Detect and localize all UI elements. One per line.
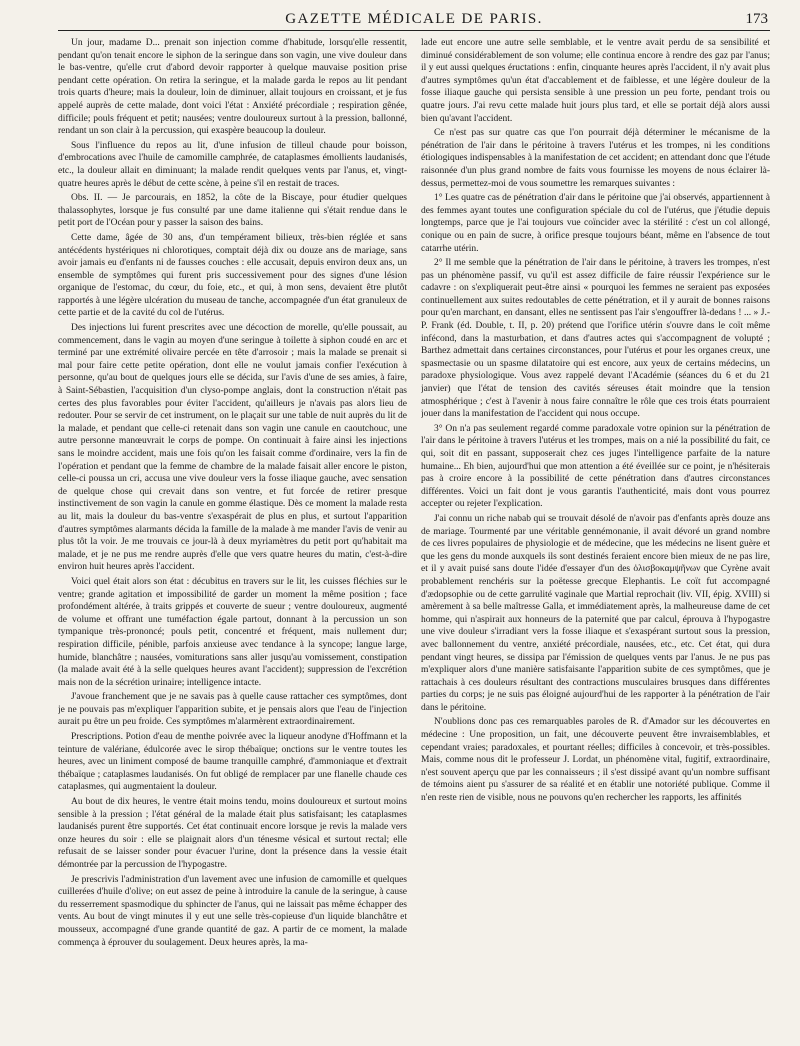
paragraph: 3° On n'a pas seulement regardé comme paradoxale votre opinion sur la pénétration de l'air dans le péritoine à travers l'utérus et les trompes, mais on a nié la possibilité du fait, ce qui, soit dit en passant, supposerait chez ces juges l'intelligence parfaite de la nature humaine... Eh bien, aujourd'hui que mon attention a été éveillée sur ce point, je n'hésiterais pas à croire encore à la possibilité de cette pénétration dans d'autres circonstances différentes. Voici un fait dont je vous garantis l'authenticité, mais dont vous pourrez accepter ou rejeter l'explication. [421,423,770,510]
text-columns [58,37,770,1042]
paragraph: lade eut encore une autre selle semblable, et le ventre avait perdu de sa sensibilité et diminué considérablement de son volume; elle continua encore à rendre des gaz par l'anus; il y eut aussi quelques éructations : enfin, cinquante heures après l'accident, il n'y avait plus d'autres symptômes qu'un état d'accablement et de faiblesse, et une légère douleur de la fosse iliaque gauche qui persista sensible à une pression un peu forte, pendant trois ou quatre jours. J'ai revu cette malade huit jours plus tard, et elle se portait déjà alors aussi bien qu'avant l'accident. [421,38,770,124]
paragraph: Prescriptions. Potion d'eau de menthe poivrée avec la liqueur anodyne d'Hoffmann et la teinture de valériane, édulcorée avec le sirop thébaïque; onctions sur le ventre toutes les heures, avec un liniment composé de baume tranquille camphré, d'ammoniaque et d'extrait thébaïque ; cataplasmes laudanisés. On fut obligé de remplacer par une flanelle chaude ces cataplasmes, qui augmentaient la douleur. [58,732,407,793]
paragraph: J'ai connu un riche nabab qui se trouvait désolé de n'avoir pas d'enfants après douze ans de mariage. Tourmenté par une véritable gennémonanie, il avait dévoré un grand nombre de ces livres populaires de physiologie et de médecine, que les médecins ne lisent guère et que les gens du monde auxquels ils sont destinés feraient encore bien mieux de ne pas lire, et il y avait puisé sans doute l'idée d'essayer d'un des ὀλισβοκαμψῆνων que Cyrène avait probablement renchéris sur la poëtesse grecque Elephantis. Le coït fut accompagné d'ædopsophie ou de cette garrulité vaginale que Martial reprochait (liv. VII, épig. XVIII) si amèrement à sa belle maîtresse Galla, et immédiatement après, la malheureuse dame de cet homme, qui n'aspirait aux honneurs de la paternité que par calcul, éprouva à l'hypogastre une vive douleur s'irradiant vers la fosse iliaque et s'exaspérant surtout sous la pression, avec ballonnement du ventre, anxiété précordiale, nausées, etc., etc. Cet état, qui dura pendant vingt heures, se dissipa par l'émission de quelques vents par l'anus. Je ne pus pas m'expliquer alors d'une manière satisfaisante l'apparition subite de ces symptômes, que je rattachais à ces douleurs résultant des contractions musculaires brusques dans différentes parties du corps; je ne suis pas éloigné aujourd'hui de les rapporter à la pénétration de l'air dans le péritoine. [421,513,770,713]
left-column [58,37,407,1042]
paragraph: 2° Il me semble que la pénétration de l'air dans le péritoine, à travers les trompes, n'est pas un phénomène passif, vu qu'il est assez difficile de faire réussir l'expérience sur le cadavre : on s'expliquerait peut-être ainsi « pourquoi les femmes ne seraient pas exposées continuellement aux suites redoutables de cette pénétration, et il y aurait de bonnes raisons pour qu'en marchant, en dansant, elles ne sentissent pas l'air s'engouffrer là-dedans ! ... » J.-P. Frank (éd. Double, t. II, p. 20) prétend que l'orifice utérin s'ouvre dans le coït même infécond, dans la masturbation, et dans d'autres actes qui s'accompagnent de volupté ; Barthez admettait dans certaines circonstances, pour l'utérus et pour les organes creux, une spasmectasie ou un spasme dilatatoire qui est encore, aux yeux de certains médecins, un paradoxe physiologique. Vous avez rappelé devant l'Académie (séances du 6 et du 21 janvier) que l'état de tension des cavités séreuses était moindre que la tension atmosphérique ; c'est à l'avenir à nous faire connaître le rôle que ces trois états pourraient jouer dans la manifestation de l'accident qui nous occupe. [421,258,770,420]
paragraph: J'avoue franchement que je ne savais pas à quelle cause rattacher ces symptômes, dont je ne pouvais pas m'expliquer l'apparition subite, et je pensais alors que l'eau de l'injection aurait pu être un peu froide. Ces symptômes m'alarmèrent extraordinairement. [58,692,407,728]
paragraph: Au bout de dix heures, le ventre était moins tendu, moins douloureux et surtout moins sensible à la pression ; l'état général de la malade était plus satisfaisant; les cataplasmes laudanisés purent être supportés. Cet état continuait encore lorsque je revis la malade vers onze heures du soir : elle se plaignait alors d'un ténesme vésical et surtout rectal; elle refusait de se laisser sonder pour évacuer l'urine, dont la présence dans la vessie était démontrée par la percussion de l'hypogastre. [58,797,407,870]
right-column [421,37,770,1042]
paragraph: 1° Les quatre cas de pénétration d'air dans le péritoine que j'ai observés, appartiennent à des femmes ayant toutes une configuration spéciale du col de l'utérus, que j'étudie depuis longtemps, parce que je l'ai toujours vue coïncider avec la stérilité : c'est un col allongé, conique ou en pain de sucre, à orifice presque toujours béant, même en l'absence de tout catarrhe utérin. [421,193,770,254]
paragraph: Un jour, madame D... prenait son injection comme d'habitude, lorsqu'elle ressentit, pendant qu'on tenait encore le siphon de la seringue dans son vagin, une vive douleur dans le bas-ventre, qu'elle crut d'abord devoir rapporter à quelque mauvaise position prise pendant cette opération. On retira la seringue, et la malade garda le repos au lit pendant trois quarts d'heure; mais la douleur, loin de diminuer, allait toujours en croissant, et je fus appelé auprès de cette malade, dont voici l'état : Anxiété précordiale ; respiration gênée, difficile; pouls fréquent et petit; nausées; ventre douloureux surtout à la pression, ballonné, rendant un son clair à la percussion, qui exaspère beaucoup la douleur. [58,38,407,137]
paragraph: Obs. II. — Je parcourais, en 1852, la côte de la Biscaye, pour étudier quelques thalassophytes, lorsque je fus consulté par une dame italienne qui s'était rendue dans le petit port de l'Océan pour y passer la saison des bains. [58,193,407,229]
running-header [58,8,770,31]
page-number: 173 [745,11,768,27]
paragraph: Des injections lui furent prescrites avec une décoction de morelle, qu'elle poussait, au commencement, dans le vagin au moyen d'une seringue à toilette à siphon coudé en arc et terminé par une extrémité olivaire percée en tête d'arrosoir ; mais la malade se prenait si mal pour faire cette petite opération, dont elle ne voulut jamais confier l'exécution à personne, qu'au bout de quelques jours elle se décida, sur l'avis d'une de ses amies, à faire, à Saint-Sébastien, l'acquisition d'un clyso-pompe anglais, dont la construction n'était pas certes des plus favorables pour éviter l'accident, qu'ailleurs je n'avais pas alors lieu de redouter. Pour se servir de cet instrument, on le plaçait sur une table de nuit auprès du lit de la malade, et pendant que celle-ci retenait dans son vagin une canule en caoutchouc, une autre personne manœuvrait le corps de pompe. On continuait à faire ainsi les injections sans le moindre accident, mais une fois qu'on les faisait comme d'ordinaire, vers la fin de l'opération et pendant que la femme de chambre de la malade faisait aller encore le piston, celle-ci poussa un cri, accusa une vive douleur vers la fosse iliaque gauche, avec sensation de quelque chose qui crevait dans son ventre, et fut forcée de retirer presque instinctivement de son vagin la canule en gomme élastique. Dès ce moment la malade resta au lit, mais la douleur du bas-ventre s'exaspérait de plus en plus, et surtout l'apparition d'autres symptômes alarmants décida la famille de la malade à me mander l'avis de venir au plus tôt la voir. Je me trouvais ce jour-là à deux myriamètres du petit port qu'habitait ma malade, et je ne pus me rendre auprès d'elle que vers quatre heures du matin, c'est-à-dire environ huit heures après l'accident. [58,323,407,573]
paragraph: Voici quel était alors son état : décubitus en travers sur le lit, les cuisses fléchies sur le ventre; grande agitation et impossibilité de garder un moment la même position ; face profondément altérée, à traits grippés et couverte de sueur ; ventre douloureux, augmenté de volume et offrant une tuméfaction égale partout, donnant à la percussion un son tympanique très-prononcé; pouls petit, concentré et fréquent, mais nullement dur; respiration difficile, pénible, parfois anxieuse avec tendance à la syncope; langue large, humide, blanchâtre ; nausées, vomiturations sans aller jusqu'au vomissement, constipation (la malade avait été à la selle quelques heures avant l'accident); suppression de l'excrétion mais non de la sécrétion urinaire; intelligence intacte. [58,576,407,688]
paragraph: Je prescrivis l'administration d'un lavement avec une infusion de camomille et quelques cuillerées d'huile d'olive; on eut assez de peine à introduire la canule de la seringue, à cause du resserrement spasmodique du sphincter de l'anus, qui ne laissait pas même échapper des vents. Au bout de vingt minutes il y eut une selle très-copieuse d'un liquide blanchâtre et mousseux, accompagné d'une grande quantité de gaz. A partir de ce moment, la malade commença à éprouver du soulagement. Deux heures après, la ma- [58,874,407,948]
paragraph: Ce n'est pas sur quatre cas que l'on pourrait déjà déterminer le mécanisme de la pénétration de l'air dans le péritoine à travers l'utérus et les trompes, ni les conditions étiologiques indispensables à la manifestation de cet accident; en attendant donc que l'étude raisonnée d'un plus grand nombre de faits vous fournisse les moyens de nous éclairer là-dessus, permettez-moi de vous soumettre les remarques suivantes : [421,128,770,189]
journal-title: GAZETTE MÉDICALE DE PARIS. [285,11,543,27]
paragraph: Sous l'influence du repos au lit, d'une infusion de tilleul chaude pour boisson, d'embrocations avec l'huile de camomille camphrée, de cataplasmes émollients laudanisés, etc., la douleur allait en diminuant; la malade rendit quelques vents par l'anus, et, vingt-quatre heures après le début de cette scène, à peine s'il en restait de traces. [58,140,407,189]
paragraph: Cette dame, âgée de 30 ans, d'un tempérament bilieux, très-bien réglée et sans antécédents hystériques ni chlorotiques, comptait déjà dix ou douze ans de mariage, sans avoir jamais eu d'enfants ni de fausses couches : elle accusait, depuis environ deux ans, un ensemble de symptômes qui furent pris successivement pour des signes d'une lésion organique de l'estomac, du cœur, du foie, etc., et qui, à mon sens, devaient être plutôt rapportés à une légère ulcération du museau de tanche, accompagnée d'un état granuleux de cette partie et de la cavité du col de l'utérus. [58,232,407,319]
paragraph: N'oublions donc pas ces remarquables paroles de R. d'Amador sur les découvertes en médecine : Une proposition, un fait, une découverte peuvent être invraisemblables, et cependant vraies; paradoxales, et pourtant réelles; difficiles à concevoir, et très-possibles. Mais, comme nous dit le professeur J. Lordat, un phénomène vital, fugitif, extraordinaire, n'est souvent aperçu que par les connaisseurs ; il s'est dissipé avant qu'un nombre suffisant de témoins aient pu s'assurer de sa réalité et en établir une notoriété publique. Comme il n'en reste rien de visible, nous ne pouvons qu'en rechercher les rapports, les affinités [421,717,770,804]
